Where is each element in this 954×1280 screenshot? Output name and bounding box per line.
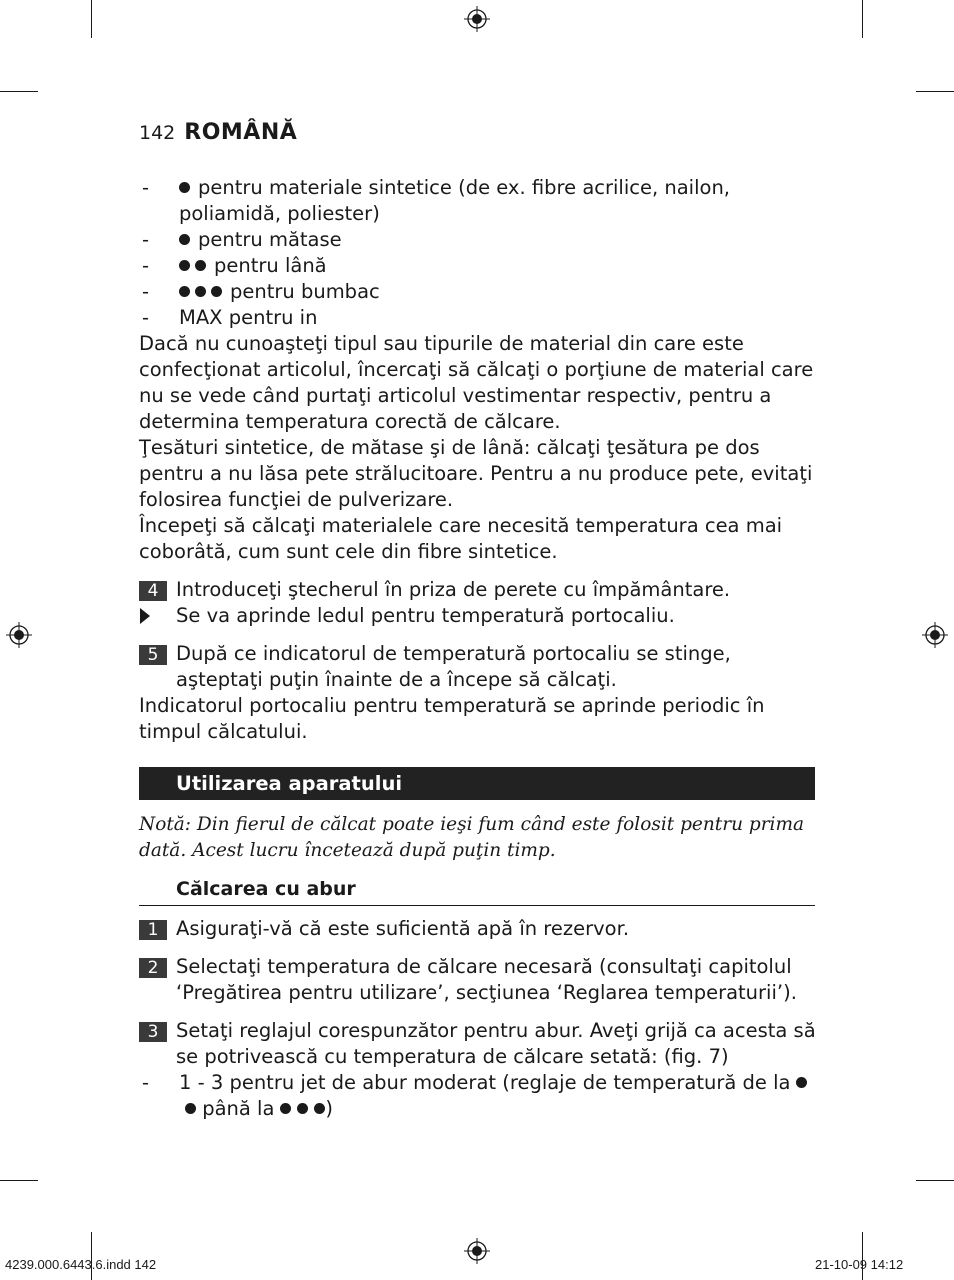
list-dash: - <box>142 280 150 303</box>
dot-icon <box>195 260 206 271</box>
list-item-text: pentru bumbac <box>230 280 380 303</box>
step-number: 2 <box>139 958 167 978</box>
crop-mark <box>91 0 92 38</box>
step-2 <box>139 954 819 1006</box>
list-dash: - <box>142 176 150 199</box>
dot-icon <box>314 1103 325 1114</box>
dot-icon <box>195 286 206 297</box>
step-text: Asiguraţi-vă că este suficientă apă în rezervor. <box>176 917 630 940</box>
paragraph: Ţesături sintetice, de mătase şi de lână: călcaţi ţesătura pe dos pentru a nu lăsa pete strălucitoare. Pentru a nu produce pete, evitaţi folosirea funcţiei de pulverizare. <box>139 436 813 511</box>
registration-mark-icon <box>464 1238 490 1264</box>
list-item <box>139 1070 819 1122</box>
step-number: 5 <box>139 645 167 665</box>
note: Notă: Din fierul de călcat poate ieşi fum când este folosit pentru prima dată. Acest lucru încetează după puţin timp. <box>139 814 805 861</box>
list-item-text: pentru materiale sintetice (de ex. fibre acrilice, nailon, poliamidă, poliester) <box>179 176 731 225</box>
step-number: 3 <box>139 1022 167 1042</box>
step-result-text: Se va aprinde ledul pentru temperatură portocaliu. <box>176 604 675 627</box>
list-item-text: MAX pentru in <box>179 306 318 329</box>
step-number: 4 <box>139 581 167 601</box>
crop-mark <box>0 1180 38 1181</box>
dot-icon <box>280 1103 291 1114</box>
list-item <box>139 175 819 227</box>
registration-mark-icon <box>464 6 490 32</box>
step-4 <box>139 577 819 603</box>
footer-datetime: 21-10-09 14:12 <box>815 1257 904 1272</box>
result-arrow-icon <box>140 608 150 624</box>
list-dash: - <box>142 254 150 277</box>
paragraph: Dacă nu cunoaşteţi tipul sau tipurile de material din care este confecţionat articolul, încercaţi să călcaţi o porţiune de material care nu se vede când purtaţi articolul vestimentar respectiv, pentru a determina temperatura corectă de călcare. <box>139 332 814 433</box>
dot-icon <box>179 260 190 271</box>
step-text: Setaţi reglajul corespunzător pentru abur. Aveţi grijă ca acesta să se potrivească cu temperatura de călcare setată: (fig. 7) <box>176 1019 816 1068</box>
crop-mark <box>0 91 38 92</box>
crop-mark <box>91 1232 92 1280</box>
list-item <box>139 253 819 279</box>
footer-filename: 4239.000.6443.6.indd 142 <box>5 1257 157 1272</box>
list-dash: - <box>142 306 150 329</box>
dot-icon <box>796 1077 807 1088</box>
step-text: Selectaţi temperatura de călcare necesară (consultaţi capitolul ‘Pregătirea pentru utilizare’, secţiunea ‘Reglarea temperaturii’). <box>176 955 797 1004</box>
dot-icon <box>179 182 190 193</box>
list-item <box>139 227 819 253</box>
page-content <box>139 175 819 1122</box>
list-item <box>139 279 819 305</box>
step-number: 1 <box>139 920 167 940</box>
paragraph: Indicatorul portocaliu pentru temperatură se aprinde periodic în timpul călcatului. <box>139 694 765 743</box>
list-dash: - <box>142 1071 150 1094</box>
step-5 <box>139 641 819 693</box>
crop-mark <box>916 1180 954 1181</box>
section-heading: Utilizarea aparatului <box>139 767 815 800</box>
list-item-text: pentru mătase <box>198 228 342 251</box>
dot-icon <box>211 286 222 297</box>
list-item-text: ) <box>325 1097 334 1120</box>
step-3 <box>139 1018 819 1070</box>
list-dash: - <box>142 228 150 251</box>
dot-icon <box>297 1103 308 1114</box>
step-result <box>139 603 819 629</box>
registration-mark-icon <box>922 622 948 648</box>
list-item-text: pentru lână <box>214 254 327 277</box>
language-heading: ROMÂNĂ <box>184 120 298 145</box>
registration-mark-icon <box>6 622 32 648</box>
list-item-text: până la <box>202 1097 275 1120</box>
dot-icon <box>179 286 190 297</box>
dot-icon <box>185 1103 196 1114</box>
dot-icon <box>179 234 190 245</box>
crop-mark <box>862 0 863 38</box>
paragraph: Începeţi să călcaţi materialele care necesită temperatura cea mai coborâtă, cum sunt cele din fibre sintetice. <box>139 514 783 563</box>
page-number: 142 <box>139 122 176 144</box>
subsection-heading: Călcarea cu abur <box>139 876 815 906</box>
list-item-text: 1 - 3 pentru jet de abur moderat (reglaje de temperatură de la <box>179 1071 791 1094</box>
crop-mark <box>862 1232 863 1280</box>
crop-mark <box>916 91 954 92</box>
step-1 <box>139 916 819 942</box>
step-text: După ce indicatorul de temperatură portocaliu se stinge, aşteptaţi puţin înainte de a începe să călcaţi. <box>176 642 731 691</box>
page-header <box>139 120 297 145</box>
step-text: Introduceţi ştecherul în priza de perete cu împământare. <box>176 578 731 601</box>
list-item <box>139 305 819 331</box>
